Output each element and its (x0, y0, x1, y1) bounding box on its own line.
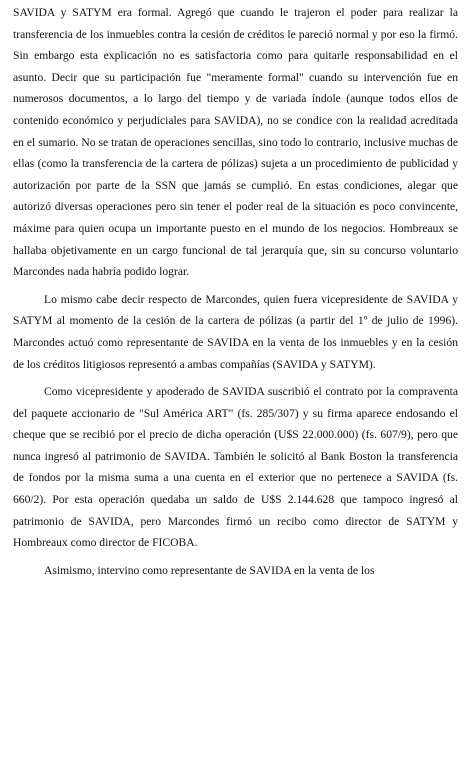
paragraph-asimismo: Asimismo, intervino como representante de SAVIDA en la venta de los (44, 563, 375, 577)
paragraph-hombreaux-responsibility: SAVIDA y SATYM era formal. Agregó que cuando le trajeron el poder para realizar la transferencia de los inmuebles contra la cesión de créditos le pareció normal y por eso la firmó. Sin embargo esta explicación no es satisfactoria como para quitarle responsabilidad en el asunto. Decir que su participación fue "meramente formal" cuando su intervención fue en numerosos documentos, a lo largo del tiempo y de variada índole (aunque todos ellos de contenido económico y perjudiciales para SAVIDA), no se condice con la realidad acreditada en el sumario. No se tratan de operaciones sencillas, sino todo lo contrario, inclusive muchas de ellas (como la transferencia de la cartera de pólizas) sujeta a un procedimiento de publicidad y autorización por parte de la SSN que jamás se cumplió. En estas condiciones, alegar que autorizó diversas operaciones pero sin tener el poder real de la situación es poco convincente, máxime para quien ocupa un importante puesto en el mundo de los negocios. Hombreaux se hallaba objetivamente en un cargo funcional de tal jerarquía que, sin su concurso voluntario Marcondes nada habría podido lograr. (13, 6, 458, 279)
paragraph-marcondes-vicepresident: Lo mismo cabe decir respecto de Marcondes, quien fuera vicepresidente de SAVIDA y SATYM al momento de la cesión de la cartera de pólizas (a partir del 1º de julio de 1996). Marcondes actuó como representante de SAVIDA en la venta de los inmuebles y en la cesión de los créditos litigiosos representó a ambas compañías (SAVIDA y SATYM). (13, 292, 458, 371)
paragraph-sul-america-sale: Como vicepresidente y apoderado de SAVIDA suscribió el contrato por la compraventa del paquete accionario de "Sul América ART" (fs. 285/307) y su firma aparece endosando el cheque que se recibió por el precio de dicha operación (U$S 22.000.000) (fs. 607/9), pero que nunca ingresó al patrimonio de SAVIDA. También le solicitó al Bank Boston la transferencia de fondos por la misma suma a una cuenta en el exterior que no pertenece a SAVIDA (fs. 660/2). Por esta operación quedaba un saldo de U$S 2.144.628 que tampoco ingresó al patrimonio de SAVIDA, pero Marcondes firmó un recibo como director de SATYM y Hombreaux como director de FICOBA. (13, 385, 458, 550)
